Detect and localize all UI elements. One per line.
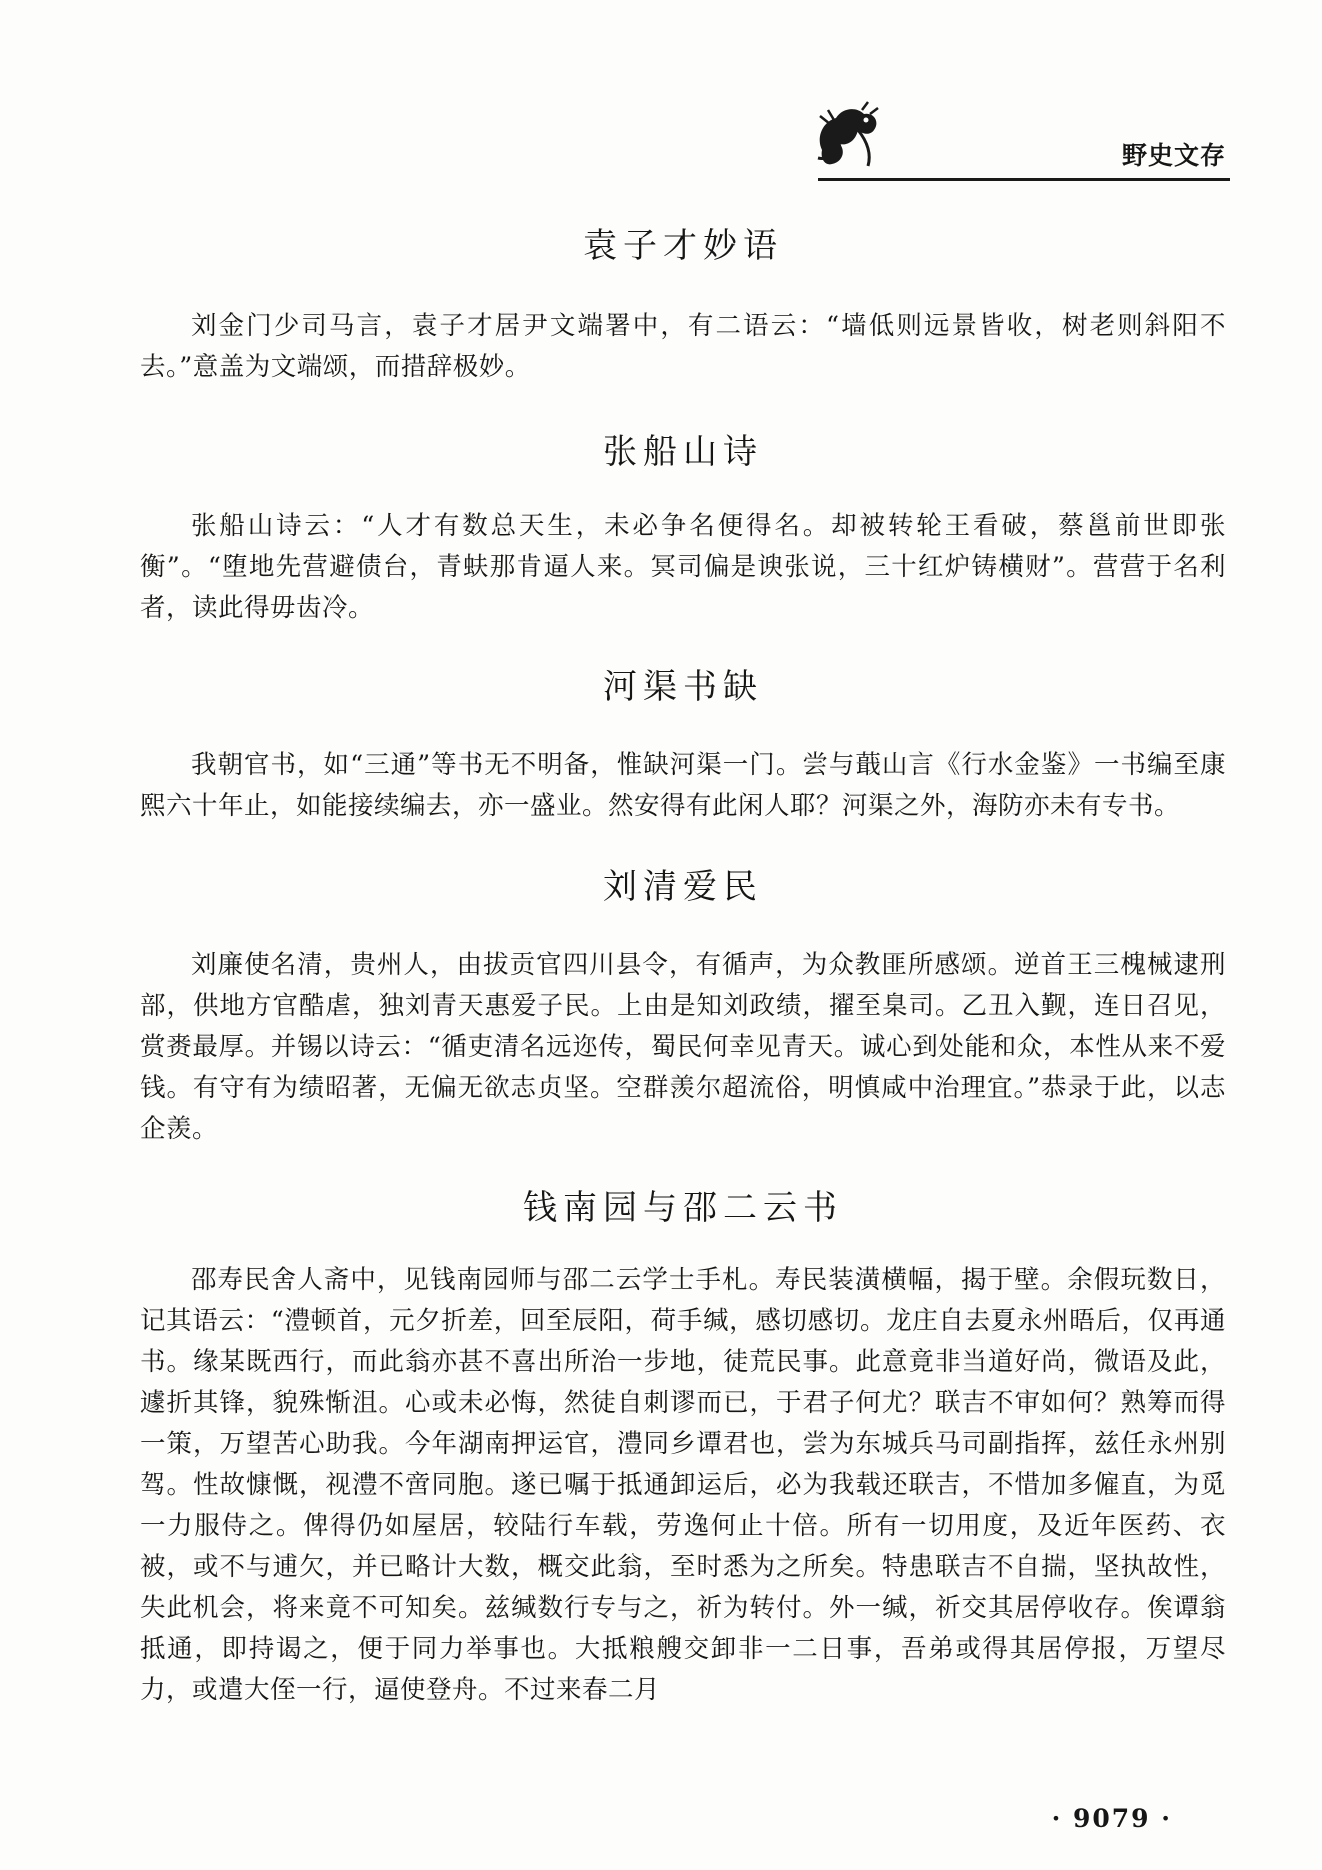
section-paragraph: 刘金门少司马言，袁子才居尹文端署中，有二语云：“墙低则远景皆收，树老则斜阳不去。”意盖为文端颂，而措辞极妙。 [140, 311, 1226, 382]
page-number: · 9079 · [1051, 1804, 1172, 1833]
section-title: 张船山诗 [603, 432, 763, 472]
section-paragraph: 邵寿民舍人斋中，见钱南园师与邵二云学士手札。寿民装潢横幅，揭于壁。余假玩数日，记其语云：“澧顿首，元夕折差，回至辰阳，荷手缄，感切感切。龙庄自去夏永州晤后，仅再通书。缘某既西行，而此翁亦甚不喜出所治一步地，徒荒民事。此意竟非当道好尚，微语及此，遽折其锋，貌殊惭沮。心或未必悔，然徒自刺谬而已，于君子何尤？联吉不审如何？熟筹而得一策，万望苦心助我。今年湖南押运官，澧同乡谭君也，尝为东城兵马司副指挥，兹任永州别驾。性故慷慨，视澧不啻同胞。遂已嘱于抵通卸运后，必为我载还联吉，不惜加多僱直，为觅一力服侍之。俾得仍如屋居，较陆行车载，劳逸何止十倍。所有一切用度，及近年医药、衣被，或不与逋欠，并已略计大数，概交此翁，至时悉为之所矣。特患联吉不自揣，坚执故性，失此机会，将来竟不可知矣。兹缄数行专与之，祈为转付。外一缄，祈交其居停收存。俟谭翁抵通，即持谒之，便于同力举事也。大抵粮艘交卸非一二日事，吾弟或得其居停报，万望尽力，或遣大侄一行，逼使登舟。不过来春二月 [140, 1265, 1226, 1705]
header-rule [818, 178, 1230, 181]
page-header [0, 0, 1322, 190]
section [140, 218, 1226, 388]
section [140, 1180, 1226, 1711]
dragon-icon [812, 100, 882, 172]
section-paragraph: 我朝官书，如“三通”等书无不明备，惟缺河渠一门。尝与蕺山言《行水金鉴》一书编至康熙六十年止，如能接续编去，亦一盛业。然安得有此闲人耶？河渠之外，海防亦未有专书。 [140, 750, 1226, 821]
series-title: 野史文存 [1121, 141, 1226, 170]
page-content [140, 218, 1226, 1711]
section [140, 859, 1226, 1150]
section [140, 424, 1226, 629]
section-title: 河渠书缺 [603, 667, 763, 707]
section-paragraph: 张船山诗云：“人才有数总天生，未必争名便得名。却被转轮王看破，蔡邕前世即张衡”。“堕地先营避债台，青蚨那肯逼人来。冥司偏是谀张说，三十红炉铸横财”。营营于名利者，读此得毋齿冷。 [140, 511, 1226, 623]
section-title: 刘清爱民 [603, 867, 763, 907]
section [140, 659, 1226, 827]
section-title: 钱南园与邵二云书 [523, 1188, 843, 1228]
section-paragraph: 刘廉使名清，贵州人，由拔贡官四川县令，有循声，为众教匪所感颂。逆首王三槐械逮刑部，供地方官酷虐，独刘青天惠爱子民。上由是知刘政绩，擢至臬司。乙丑入觐，连日召见，赏赉最厚。并锡以诗云：“循吏清名远迩传，蜀民何幸见青天。诚心到处能和众，本性从来不爱钱。有守有为绩昭著，无偏无欲志贞坚。空群羡尔超流俗，明慎咸中治理宜。”恭录于此，以志企羡。 [140, 950, 1226, 1144]
section-title: 袁子才妙语 [583, 226, 783, 266]
